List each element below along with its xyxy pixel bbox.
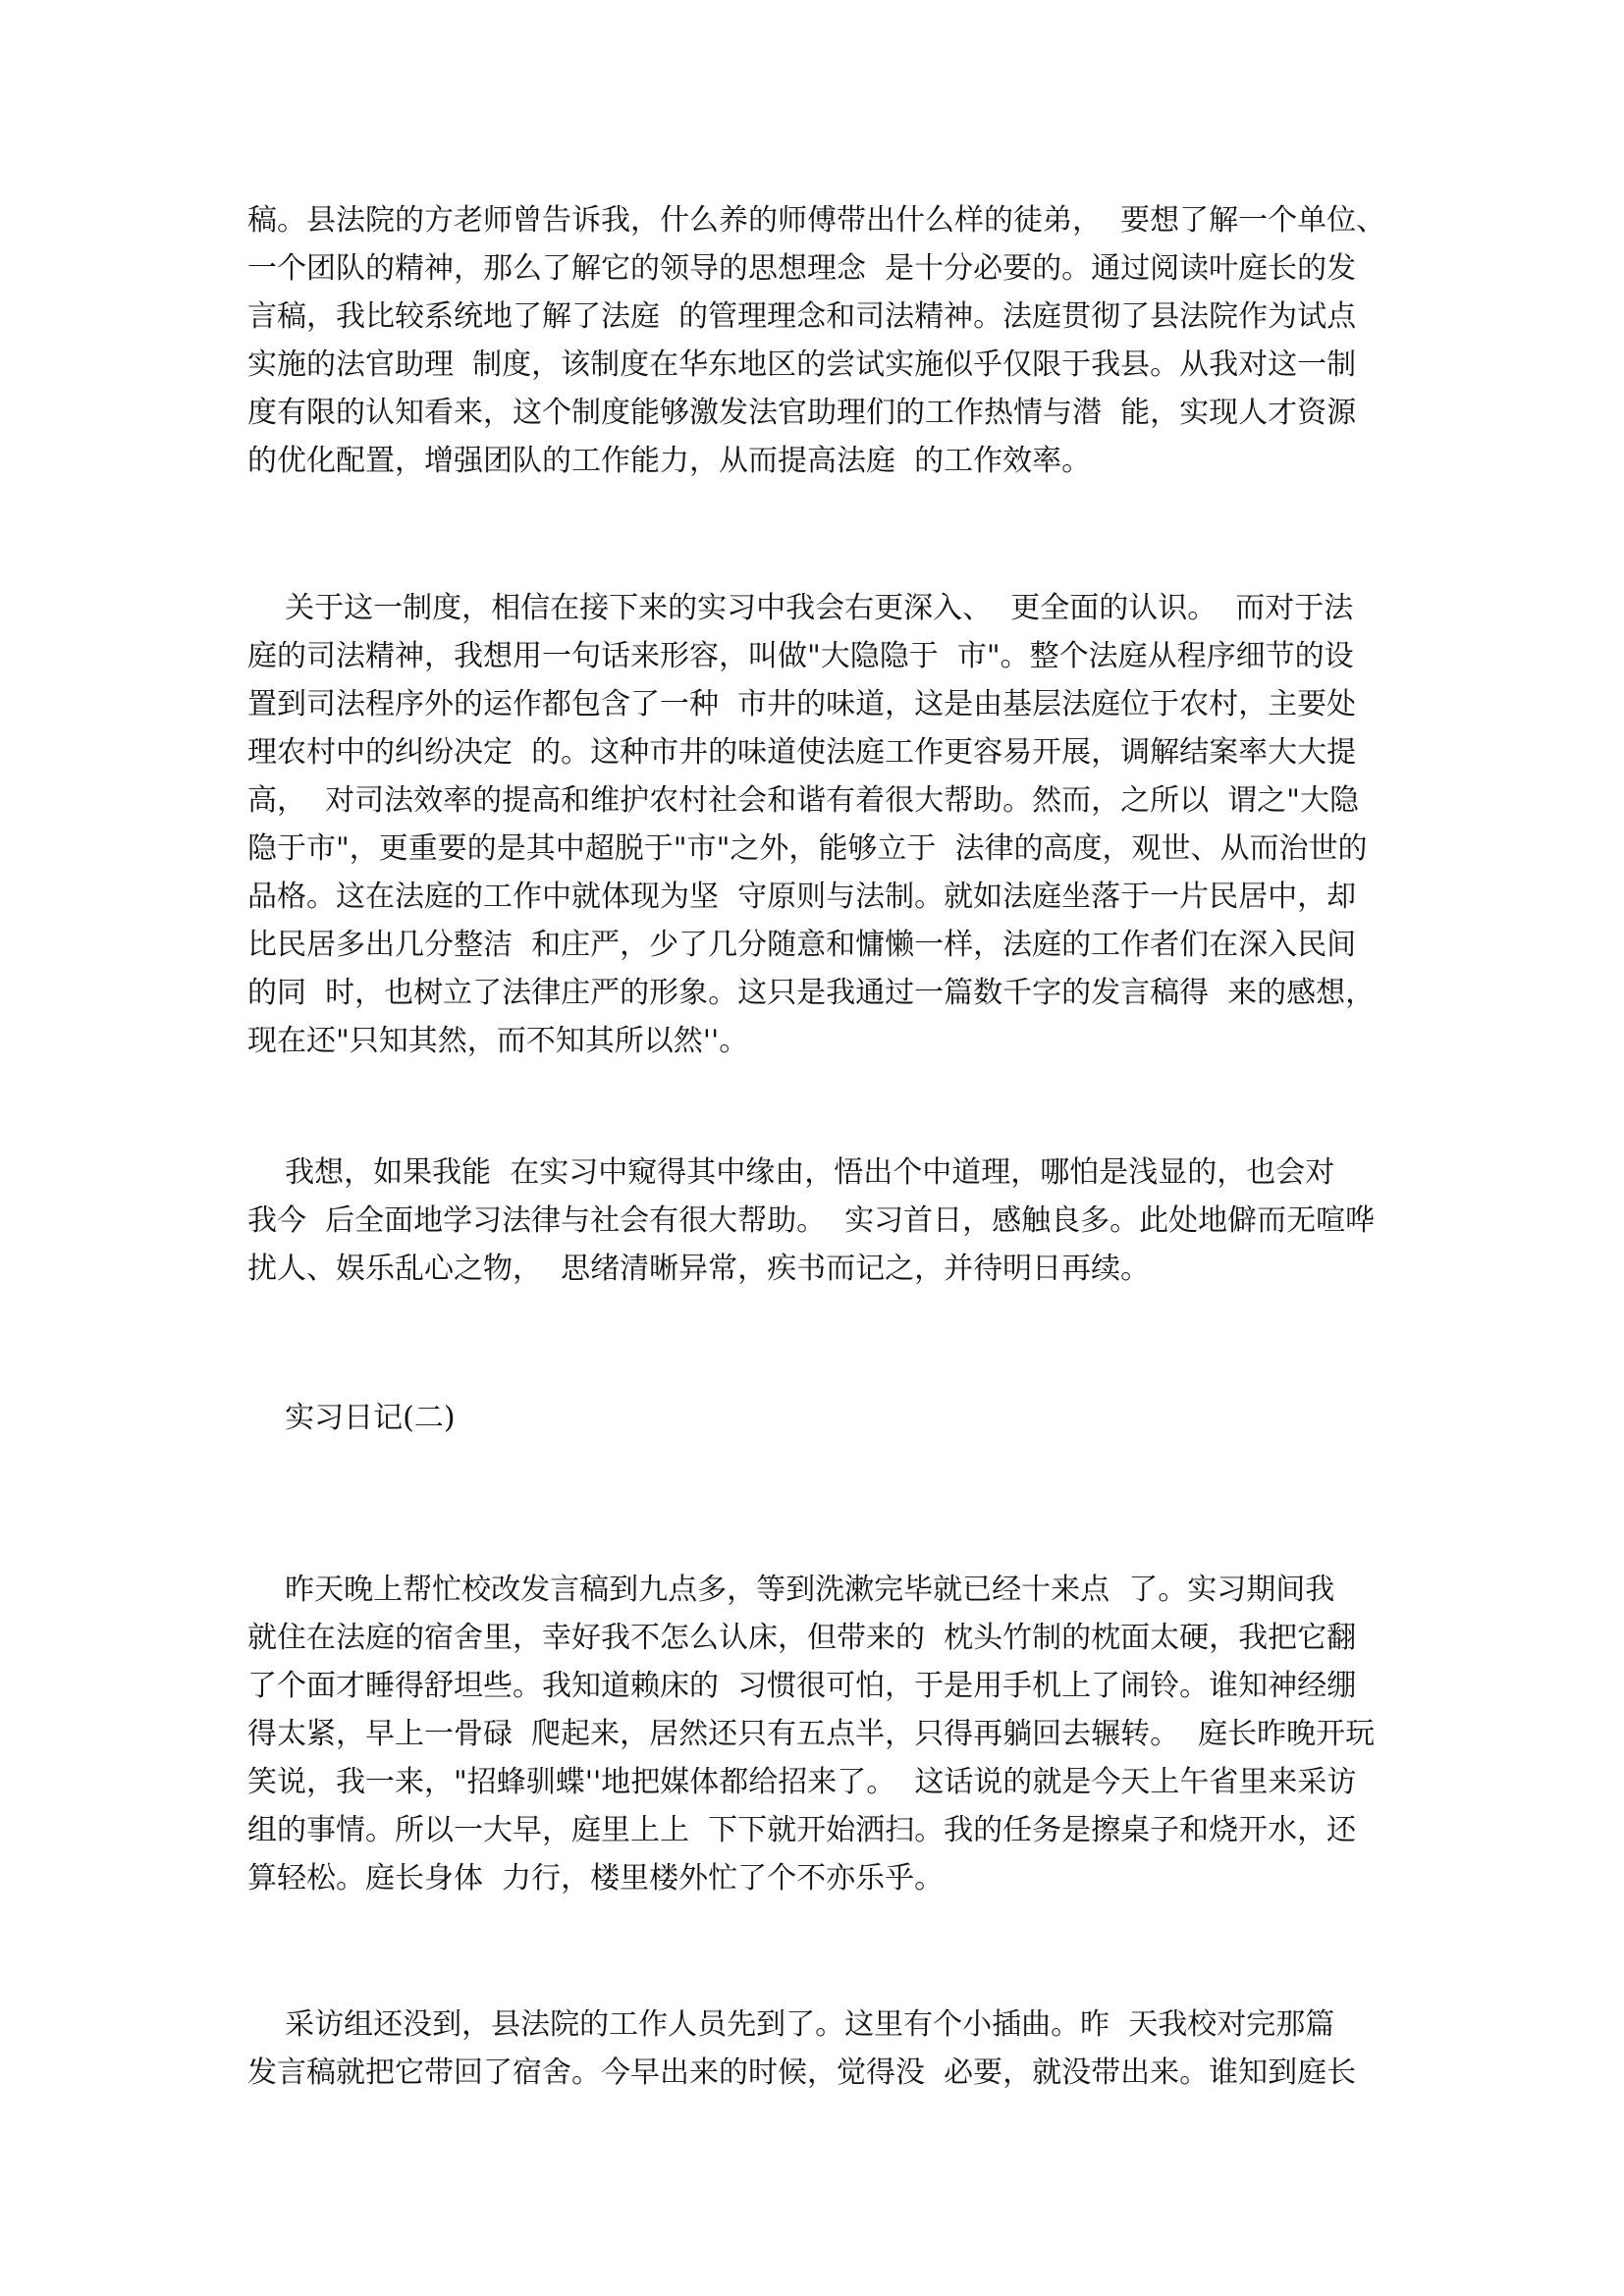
paragraph-line: 扰人、娱乐乱心之物， 思绪清晰异常，疾书而记之，并待明日再续。: [247, 1252, 1151, 1286]
paragraph-line: 的优化配置，增强团队的工作能力，从而提高法庭 的工作效率。: [247, 444, 1092, 478]
paragraph-line: 实施的法官助理 制度，该制度在华东地区的尝试实施似乎仅限于我县。从我对这一制: [247, 347, 1357, 382]
paragraph-line: 算轻松。庭长身体 力行，楼里楼外忙了个不亦乐乎。: [247, 1861, 945, 1896]
paragraph-line: 品格。这在法庭的工作中就体现为坚 守原则与法制。就如法庭坐落于一片民居中，却: [247, 880, 1357, 914]
paragraph-line: 现在还"只知其然，而不知其所以然''。: [247, 1024, 749, 1058]
paragraph-line: 庭的司法精神，我想用一句话来形容，叫做"大隐隐于 市"。整个法庭从程序细节的设: [247, 639, 1354, 673]
paragraph-3: [247, 1148, 1406, 1293]
paragraph-line: 发言稿就把它带回了宿舍。今早出来的时候，觉得没 必要，就没带出来。谁知到庭长: [247, 2056, 1357, 2090]
paragraph-line: 我今 后全面地学习法律与社会有很大帮助。 实习首日，感触良多。此处地僻而无喧哗: [247, 1203, 1376, 1238]
paragraph-line: 稿。县法院的方老师曾告诉我，什么养的师傅带出什么样的徒弟， 要想了解一个单位、: [247, 203, 1386, 238]
paragraph-line: 高， 对司法效率的提高和维护农村社会和谐有着很大帮助。然而，之所以 谓之"大隐: [247, 783, 1359, 818]
paragraph-line: 理农村中的纠纷决定 的。这种市井的味道使法庭工作更容易开展，调解结案率大大提: [247, 735, 1357, 770]
paragraph-5: [247, 2001, 1406, 2097]
paragraph-line: 关于这一制度，相信在接下来的实习中我会右更深入、 更全面的认识。 而对于法: [247, 591, 1354, 625]
paragraph-line: 笑说，我一来，"招蜂驯蝶''地把媒体都给招来了。 这话说的就是今天上午省里来采访: [247, 1765, 1357, 1799]
paragraph-line: 了个面才睡得舒坦些。我知道赖床的 习惯很可怕，于是用手机上了闹铃。谁知神经绷: [247, 1669, 1357, 1703]
paragraph-line: 的同 时，也树立了法律庄严的形象。这只是我通过一篇数千字的发言稿得 来的感想，: [247, 976, 1376, 1010]
section-heading: [247, 1394, 1406, 1442]
paragraph-line: 一个团队的精神，那么了解它的领导的思想理念 是十分必要的。通过阅读叶庭长的发: [247, 251, 1357, 286]
paragraph-line: 置到司法程序外的运作都包含了一种 市井的味道，这是由基层法庭位于农村，主要处: [247, 687, 1357, 721]
paragraph-line: 我想，如果我能 在实习中窥得其中缘由，悟出个中道理，哪怕是浅显的，也会对: [247, 1155, 1335, 1190]
paragraph-line: 组的事情。所以一大早，庭里上上 下下就开始洒扫。我的任务是擦桌子和烧开水，还: [247, 1813, 1357, 1847]
paragraph-4: [247, 1566, 1406, 1902]
paragraph-line: 隐于市"，更重要的是其中超脱于"市"之外，能够立于 法律的高度，观世、从而治世的: [247, 831, 1368, 866]
paragraph-line: 采访组还没到，县法院的工作人员先到了。这里有个小插曲。昨 天我校对完那篇: [247, 2007, 1335, 2042]
paragraph-line: 得太紧，早上一骨碌 爬起来，居然还只有五点半，只得再躺回去辗转。 庭长昨晚开玩: [247, 1717, 1376, 1751]
paragraph-line: 度有限的认知看来，这个制度能够激发法官助理们的工作热情与潜 能，实现人才资源: [247, 396, 1357, 430]
diary-heading: 实习日记(二): [247, 1401, 456, 1435]
paragraph-line: 就住在法庭的宿舍里，幸好我不怎么认床，但带来的 枕头竹制的枕面太硬，我把它翻: [247, 1621, 1357, 1655]
paragraph-1: [247, 196, 1406, 485]
paragraph-2: [247, 584, 1406, 1065]
paragraph-line: 言稿，我比较系统地了解了法庭 的管理理念和司法精神。法庭贯彻了县法院作为试点: [247, 299, 1357, 334]
paragraph-line: 昨天晚上帮忙校改发言稿到九点多，等到洗漱完毕就已经十来点 了。实习期间我: [247, 1573, 1335, 1607]
paragraph-line: 比民居多出几分整洁 和庄严，少了几分随意和慵懒一样，法庭的工作者们在深入民间: [247, 928, 1357, 962]
